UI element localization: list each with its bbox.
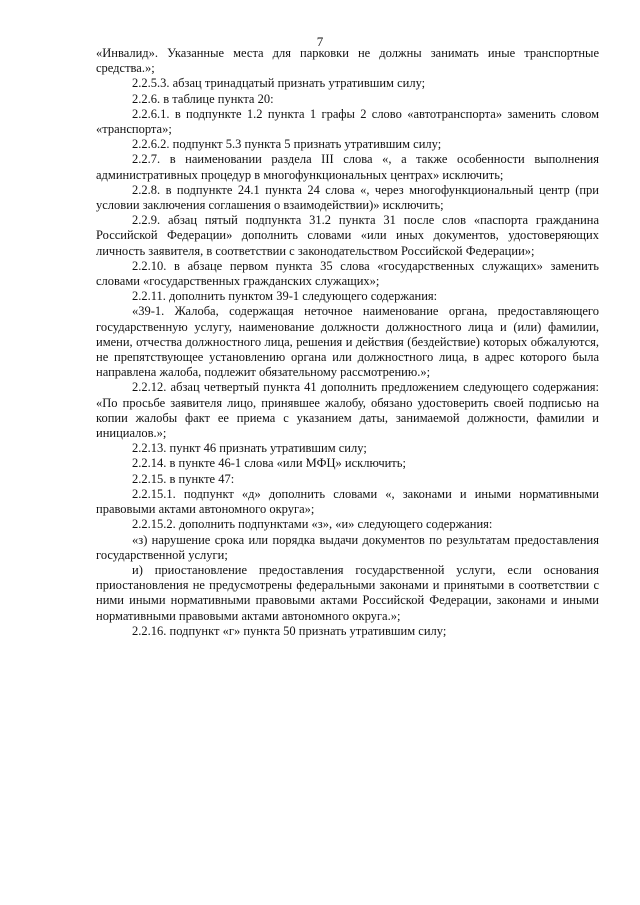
document-body xyxy=(96,46,599,639)
paragraph-2-2-7: 2.2.7. в наименовании раздела III слова «, а также особенности выполнения административных процедур в многофункциональных центрах» исключить; xyxy=(96,152,599,182)
paragraph-2-2-16: 2.2.16. подпункт «г» пункта 50 признать утратившим силу; xyxy=(132,623,447,638)
paragraph-39-1: «39-1. Жалоба, содержащая неточное наименование органа, предоставляющего государственную услугу, наименование должности должностного лица и (или) фамилии, имени, отчества должностного лица, решения и действия (бездействие) которых обжалуются, не препятствующее установлению органа или должностного лица, в адрес которого была направлена жалоба, подлежит обязательному рассмотрению.»; xyxy=(96,304,599,380)
paragraph-2-2-8: 2.2.8. в подпункте 24.1 пункта 24 слова «, через многофункциональный центр (при условии заключения соглашения о взаимодействии)» исключить; xyxy=(96,182,599,213)
paragraph-2-2-14: 2.2.14. в пункте 46-1 слова «или МФЦ» исключить; xyxy=(132,456,406,471)
paragraph-continuation: «Инвалид». Указанные места для парковки не должны занимать иные транспортные средства.»; xyxy=(96,46,599,76)
paragraph-2-2-13: 2.2.13. пункт 46 признать утратившим силу; xyxy=(132,441,367,456)
paragraph-2-2-6-1: 2.2.6.1. в подпункте 1.2 пункта 1 графы 2 слово «автотранспорта» заменить словом «транспорта»; xyxy=(96,106,599,137)
paragraph-2-2-5-3: 2.2.5.3. абзац тринадцатый признать утратившим силу; xyxy=(132,76,426,91)
paragraph-2-2-15-2: 2.2.15.2. дополнить подпунктами «з», «и» следующего содержания: xyxy=(132,517,493,532)
paragraph-2-2-6: 2.2.6. в таблице пункта 20: xyxy=(132,91,274,106)
paragraph-2-2-12: 2.2.12. абзац четвертый пункта 41 дополнить предложением следующего содержания: «По просьбе заявителя лицо, принявшее жалобу, обязано удостоверить своей подписью на копии жалобы факт ее приема с указанием даты, занимаемой должности, фамилии и инициалов.»; xyxy=(96,380,599,441)
paragraph-2-2-11: 2.2.11. дополнить пунктом 39-1 следующего содержания: xyxy=(132,289,438,304)
paragraph-2-2-15: 2.2.15. в пункте 47: xyxy=(132,471,235,486)
page-number: 7 xyxy=(316,34,324,49)
paragraph-2-2-10: 2.2.10. в абзаце первом пункта 35 слова «государственных служащих» заменить словами «государственных гражданских служащих»; xyxy=(96,258,599,289)
paragraph-subpoint-z: «з) нарушение срока или порядка выдачи документов по результатам предоставления государственной услуги; xyxy=(96,532,599,562)
paragraph-2-2-9: 2.2.9. абзац пятый подпункта 31.2 пункта 31 после слов «паспорта гражданина Российской Федерации» дополнить словами «или иных документов, удостоверяющих личность заявителя, в соответствии с законодательством Российской Федерации»; xyxy=(96,213,599,258)
paragraph-2-2-6-2: 2.2.6.2. подпункт 5.3 пункта 5 признать утратившим силу; xyxy=(132,137,442,152)
paragraph-subpoint-i: и) приостановление предоставления государственной услуги, если основания приостановления не предусмотрены федеральными законами и принятыми в соответствии с ними иными нормативными правовыми актами Российской Федерации, законами и иными нормативными правовыми актами автономного округа.»; xyxy=(96,562,599,623)
paragraph-2-2-15-1: 2.2.15.1. подпункт «д» дополнить словами «, законами и иными нормативными правовыми актами автономного округа»; xyxy=(96,486,599,517)
